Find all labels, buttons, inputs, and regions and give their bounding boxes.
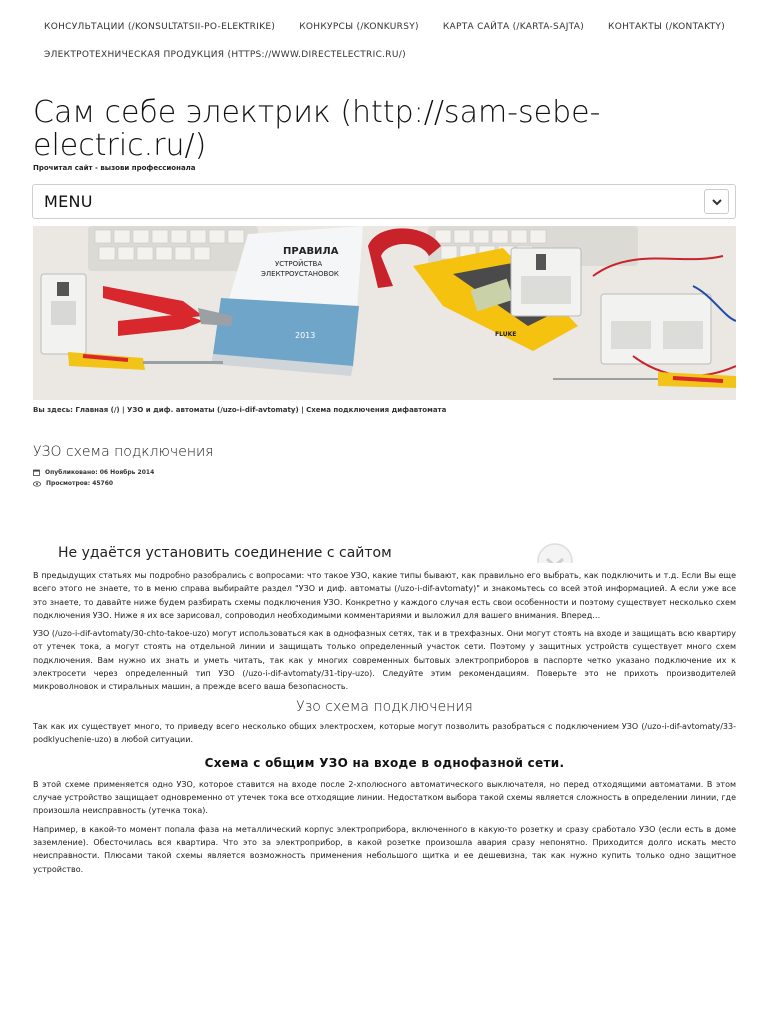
top-nav-row-2 (44, 50, 724, 60)
menu-bar[interactable] (32, 184, 736, 219)
article-published (33, 469, 154, 476)
breadcrumb-separator: | (298, 406, 307, 414)
paragraph-uzo-usage: УЗО (/uzo-i-dif-avtomaty/30-chto-takoe-uzo) могут использоваться как в однофазных сетях, так и в трехфазных. Они могут стоять на входе и защищать всю квартиру от утечек тока, а могут стоять на отдельной линии и защищать только определенный участок сети. Поэтому у защитных устройств существует много схем подключения. Вам нужно их знать и уметь читать, так как у многих современных бытовых электроприборов в паспорте четко указано подключение их к электросети через определенный тип УЗО (/uzo-i-dif-avtomaty/31-tipy-uzo). Следуйте этим рекомендациям. Поверьте это не прихоть производителей микроволновок и стиральных машин, а прежде всего ваша безопасность. (33, 629, 736, 692)
top-navigation (0, 0, 768, 80)
nav-link-karta-sajta[interactable]: КАРТА САЙТА (/KARTA-SAJTA) (442, 22, 585, 32)
hero-illustration (33, 226, 736, 400)
embed-connection-error: Не удаётся установить соединение с сайтом (58, 545, 392, 561)
nav-link-electro-products[interactable]: ЭЛЕКТРОТЕХНИЧЕСКАЯ ПРОДУКЦИЯ (HTTPS://WWW.DIRECTELECTRIC.RU/) (44, 50, 406, 60)
book-title-line-1: ПРАВИЛА (283, 246, 339, 257)
paragraph-example: Например, в какой-то момент попала фаза на металлический корпус электроприбора, включенного в какую-то розетку и сразу сработало УЗО (если есть в доме заземление). Обесточилась вся квартира. Что это за электроприбор, в какой розетке произошла авария сразу непонятно. Приходится долго искать место неисправности. Плюсами такой схемы является возможность применения небольшого щитка и ее дешевизна, так как нужно купить только одно защитное устройство. (33, 824, 736, 874)
hero-banner-image (33, 226, 736, 400)
menu-toggle-button[interactable] (704, 189, 729, 214)
view-count: Просмотров: 45760 (46, 480, 114, 487)
section-heading: Узо схема подключения (296, 698, 473, 715)
breadcrumb-prefix: Вы здесь: (33, 406, 76, 414)
circuit-breaker-right-top (511, 248, 581, 316)
nav-link-konsultatsii[interactable]: КОНСУЛЬТАЦИИ (/KONSULTATSII-PO-ELEKTRIKE) (44, 22, 276, 32)
breadcrumb-separator: | (119, 406, 128, 414)
broken-embed-icon (535, 541, 575, 563)
circuit-breaker-left (41, 274, 86, 354)
site-title[interactable]: Сам себе электрик (http://sam-sebe-electric.ru/) (33, 95, 601, 163)
calendar-icon (33, 469, 40, 476)
book-title-line-2: УСТРОЙСТВА (275, 260, 323, 268)
site-tagline: Прочитал сайт - вызови профессионала (33, 164, 196, 172)
nav-link-kontakty[interactable]: КОНТАКТЫ (/KONTAKTY) (608, 22, 726, 32)
keyboard-left (88, 226, 258, 271)
published-date: Опубликовано: 06 Ноябрь 2014 (45, 469, 155, 476)
top-nav-row-1 (44, 22, 724, 32)
book-year: 2013 (295, 331, 316, 340)
breadcrumb-section[interactable]: УЗО и диф. автоматы (/uzo-i-dif-avtomaty) (127, 406, 299, 414)
paragraph-schemes: Так как их существует много, то приведу всего несколько общих электросхем, которые могут позволить разобраться с подключением УЗО (/uzo-i-dif-avtomaty/33-podklyuchenie-uzo) в любой ситуации. (33, 721, 736, 745)
nav-link-konkursy[interactable]: КОНКУРСЫ (/KONKURSY) (299, 22, 419, 32)
chevron-down-icon (712, 198, 722, 206)
article-body (33, 569, 736, 881)
article-views (33, 480, 113, 487)
menu-label: MENU (44, 192, 93, 211)
meter-brand: FLUKE (495, 331, 517, 338)
article-title: УЗО схема подключения (33, 444, 214, 460)
paragraph-intro: В предыдущих статьях мы подробно разобрались с вопросами: что такое УЗО, какие типы бывают, как правильно его выбрать, как подключить и т.д. Если Вы еще всего этого не знаете, то в меню справа выбирайте раздел "УЗО и диф. автоматы (/uzo-i-dif-avtomaty)" и знакомьтесь со всей этой информацией. А если уже все это знаете, то давайте ниже будем разбирать схемы подключения УЗО. Конкретно у каждого случая есть свои особенности и поэтому существует несколько схем подключения УЗО. Ниже я их все зарисовал, сопроводил необходимыми комментариями и выложил для вашего внимания. Вперед… (33, 571, 736, 620)
breadcrumb (33, 406, 446, 414)
paragraph-scheme-description: В этой схеме применяется одно УЗО, которое ставится на входе после 2-хполюсного автоматического выключателя, но перед отходящими автоматами. В этом случае устройство защищает одновременно от утечек тока все отходящие линии. Недостатком выбора такой схемы является сложность в определении линии, где произошла неисправность (утечка тока). (33, 779, 736, 816)
breadcrumb-home[interactable]: Главная (/) (75, 406, 120, 414)
breadcrumb-current: Схема подключения дифавтомата (306, 406, 447, 414)
eye-icon (33, 481, 41, 487)
circuit-breaker-right (601, 294, 711, 364)
book-title-line-3: ЭЛЕКТРОУСТАНОВОК (261, 270, 339, 278)
subsection-heading: Схема с общим УЗО на входе в однофазной сети. (204, 755, 565, 770)
